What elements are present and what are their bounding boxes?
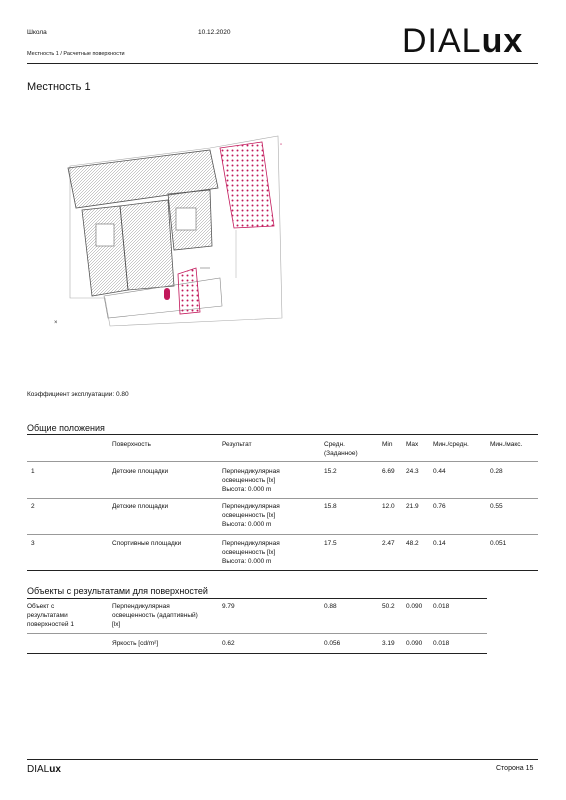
row-height: Высота: 0.000 m bbox=[222, 486, 272, 493]
row-height: Высота: 0.000 m bbox=[222, 558, 272, 565]
page-title: Местность 1 bbox=[27, 81, 91, 93]
breadcrumb: Местность 1 / Расчетные поверхности bbox=[27, 51, 125, 57]
row-minavg: 0.44 bbox=[433, 468, 446, 475]
object-result: Перпендикулярная bbox=[112, 603, 170, 610]
row-min: 2.47 bbox=[382, 540, 395, 547]
site-plan-drawing bbox=[50, 128, 300, 328]
row-surface: Детские площадки bbox=[112, 468, 169, 475]
object-avg: 9.79 bbox=[222, 603, 235, 610]
row-surface: Детские площадки bbox=[112, 503, 169, 510]
object-minmax: 0.018 bbox=[433, 603, 450, 610]
object-name: поверхностей 1 bbox=[27, 621, 74, 628]
row-number: 2 bbox=[31, 503, 35, 510]
row-result: освещенность [lx] bbox=[222, 549, 276, 556]
col-surface: Поверхность bbox=[112, 441, 151, 448]
section-general-title: Общие положения bbox=[27, 423, 105, 433]
object-result: Яркость [cd/m²] bbox=[112, 640, 159, 647]
object-name: результатами bbox=[27, 612, 68, 619]
col-min: Min bbox=[382, 441, 393, 448]
row-min: 12.0 bbox=[382, 503, 395, 510]
object-minavg: 0.090 bbox=[406, 640, 423, 647]
svg-text:×: × bbox=[54, 320, 58, 326]
object-min: 0.056 bbox=[324, 640, 341, 647]
row-result: освещенность [lx] bbox=[222, 512, 276, 519]
section-objects-title: Объекты с результатами для поверхностей bbox=[27, 586, 208, 596]
row-avg: 15.2 bbox=[324, 468, 337, 475]
object-min: 0.88 bbox=[324, 603, 337, 610]
svg-text:▫: ▫ bbox=[280, 142, 283, 148]
row-max: 24.3 bbox=[406, 468, 419, 475]
maintenance-factor: Коэффициент эксплуатации: 0.80 bbox=[27, 391, 129, 398]
col-avg: Средн. bbox=[324, 441, 345, 448]
object-minavg: 0.090 bbox=[406, 603, 423, 610]
row-minavg: 0.14 bbox=[433, 540, 446, 547]
row-avg: 15.8 bbox=[324, 503, 337, 510]
row-max: 21.9 bbox=[406, 503, 419, 510]
row-result: Перпендикулярная bbox=[222, 468, 280, 475]
row-number: 1 bbox=[31, 468, 35, 475]
object-name: Объект с bbox=[27, 603, 55, 610]
object-result: освещенность (адаптивный) bbox=[112, 612, 198, 619]
row-height: Высота: 0.000 m bbox=[222, 521, 272, 528]
row-result: Перпендикулярная bbox=[222, 503, 280, 510]
dialux-logo: DIALux bbox=[402, 22, 524, 60]
object-avg: 0.62 bbox=[222, 640, 235, 647]
object-max: 3.19 bbox=[382, 640, 395, 647]
object-max: 50.2 bbox=[382, 603, 395, 610]
row-minmax: 0.28 bbox=[490, 468, 503, 475]
row-max: 48.2 bbox=[406, 540, 419, 547]
object-result: [lx] bbox=[112, 621, 121, 628]
row-min: 6.69 bbox=[382, 468, 395, 475]
col-minmax: Мин./макс. bbox=[490, 441, 523, 448]
col-avg-target: (Заданное) bbox=[324, 450, 358, 457]
row-number: 3 bbox=[31, 540, 35, 547]
object-minmax: 0.018 bbox=[433, 640, 450, 647]
row-minmax: 0.051 bbox=[490, 540, 507, 547]
col-max: Max bbox=[406, 441, 419, 448]
page-number: Сторона 15 bbox=[496, 765, 534, 772]
report-date: 10.12.2020 bbox=[198, 29, 231, 36]
row-surface: Спортивные площадки bbox=[112, 540, 182, 547]
row-avg: 17.5 bbox=[324, 540, 337, 547]
col-result: Результат bbox=[222, 441, 252, 448]
row-minavg: 0.76 bbox=[433, 503, 446, 510]
footer-logo: DIALux bbox=[27, 764, 61, 775]
row-minmax: 0.55 bbox=[490, 503, 503, 510]
project-name: Школа bbox=[27, 29, 47, 36]
row-result: освещенность [lx] bbox=[222, 477, 276, 484]
col-minavg: Мин./средн. bbox=[433, 441, 469, 448]
row-result: Перпендикулярная bbox=[222, 540, 280, 547]
